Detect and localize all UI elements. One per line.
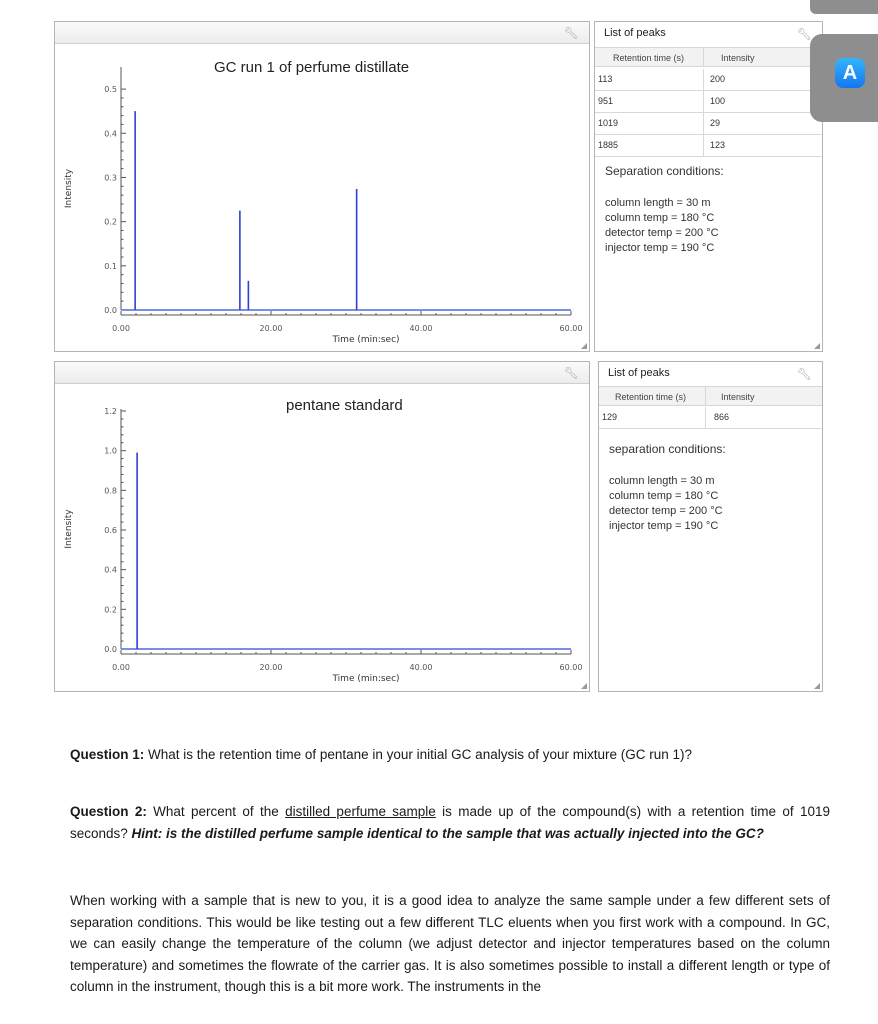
chart-title: pentane standard	[286, 397, 403, 414]
condition-column-temp: column temp = 180 °C	[605, 212, 715, 224]
condition-detector-temp: detector temp = 200 °C	[609, 505, 723, 517]
y-tick-label: 0.5	[104, 85, 117, 95]
table-row	[595, 69, 822, 91]
condition-column-length: column length = 30 m	[605, 197, 711, 209]
cell-retention-time: 1885	[598, 140, 619, 150]
y-tick-label: 0.6	[104, 526, 117, 535]
condition-column-length: column length = 30 m	[609, 475, 715, 487]
resize-grip[interactable]	[581, 683, 587, 689]
condition-detector-temp: detector temp = 200 °C	[605, 227, 719, 239]
peaks-table-panel-2	[598, 361, 823, 692]
x-tick-label: 20.00	[259, 663, 283, 672]
table-row	[599, 407, 822, 429]
table-row	[595, 113, 822, 135]
column-header-retention: Retention time (s)	[615, 392, 687, 402]
y-axis-label: Intensity	[64, 168, 74, 209]
y-tick-label: 0.4	[104, 565, 117, 575]
column-header-retention: Retention time (s)	[613, 53, 685, 63]
question-2	[70, 801, 830, 844]
x-tick-label: 60.00	[559, 663, 583, 672]
column-header-intensity: Intensity	[721, 53, 755, 63]
cell-retention-time: 951	[598, 96, 614, 106]
question-1-text: What is the retention time of pentane in your initial GC analysis of your mixture (GC run 1)?	[144, 747, 693, 762]
y-tick-label: 0.3	[104, 173, 117, 183]
overlay-tab[interactable]	[810, 0, 878, 14]
question-1-label: Question 1:	[70, 747, 145, 762]
y-tick-label: 0.8	[104, 486, 117, 496]
separation-conditions	[605, 164, 724, 256]
y-tick-label: 0.4	[104, 129, 117, 139]
peaks-table-panel-1	[594, 21, 823, 352]
y-tick-label: 0.0	[104, 645, 117, 654]
conditions-label: Separation conditions:	[605, 164, 724, 178]
table-row	[595, 91, 822, 113]
question-1	[70, 744, 830, 766]
cell-retention-time: 129	[602, 412, 618, 422]
chart-panel-1	[54, 21, 590, 352]
condition-injector-temp: injector temp = 190 °C	[605, 242, 715, 254]
cell-intensity: 200	[710, 74, 726, 84]
cell-intensity: 866	[714, 412, 730, 422]
column-header-intensity: Intensity	[721, 392, 755, 402]
app-store-icon[interactable]: A	[835, 58, 865, 88]
resize-grip[interactable]	[581, 343, 587, 349]
x-tick-label: 0.00	[112, 324, 130, 333]
y-tick-label: 0.2	[104, 217, 117, 227]
y-tick-label: 0.0	[104, 306, 117, 315]
question-2-underlined: distilled perfume sample	[285, 804, 436, 819]
resize-grip[interactable]	[814, 343, 820, 349]
question-2-hint: Hint: is the distilled perfume sample identical to the sample that was actually injected into the GC?	[131, 825, 764, 841]
cell-retention-time: 113	[598, 74, 613, 84]
condition-injector-temp: injector temp = 190 °C	[609, 520, 719, 532]
x-tick-label: 40.00	[409, 324, 433, 333]
body-paragraph: When working with a sample that is new to you, it is a good idea to analyze the same sample under a few different sets of separation conditions. This would be like testing out a few different TLC eluents when you first work with a compound. In GC, we can easily change the temperature of the column (we adjust detector and injector temperatures based on the column temperature) and sometimes the flowrate of the carrier gas. It is also sometimes possible to install a different length or type of column in the instrument, though this is a bit more work. The instruments in the	[70, 893, 830, 994]
wrench-icon[interactable]: 🔧︎	[796, 367, 812, 381]
table-header	[595, 47, 822, 67]
condition-column-temp: column temp = 180 °C	[609, 490, 719, 502]
question-2-label: Question 2:	[70, 804, 147, 819]
x-axis-label: Time (min:sec)	[332, 335, 400, 345]
cell-intensity: 100	[710, 96, 726, 106]
x-tick-label: 40.00	[409, 663, 433, 672]
y-tick-label: 1.0	[104, 446, 117, 456]
chart-title: GC run 1 of perfume distillate	[214, 59, 410, 76]
wrench-icon[interactable]: 🔧︎	[796, 27, 812, 41]
table-title: List of peaks	[608, 367, 670, 379]
table-title: List of peaks	[604, 27, 666, 39]
chart-2-plot	[55, 362, 591, 693]
table-header	[599, 386, 822, 406]
cell-retention-time: 1019	[598, 118, 619, 128]
separation-conditions	[609, 442, 726, 534]
cell-intensity: 29	[710, 118, 721, 128]
resize-grip[interactable]	[814, 683, 820, 689]
question-2-text-b: is made up of the compound(s) with a retention time of 1019 seconds?	[70, 804, 830, 841]
y-tick-label: 0.2	[104, 605, 117, 615]
y-axis-label: Intensity	[64, 509, 74, 549]
conditions-label: separation conditions:	[609, 442, 726, 456]
x-tick-label: 20.00	[259, 324, 283, 333]
chart-panel-2	[54, 361, 590, 692]
question-2-text-a: What percent of the	[146, 804, 286, 819]
table-row	[595, 135, 822, 157]
y-tick-label: 1.2	[104, 407, 117, 416]
wrench-icon[interactable]: 🔧︎	[563, 26, 579, 40]
y-tick-label: 0.1	[104, 261, 117, 271]
x-axis-label: Time (min:sec)	[332, 674, 400, 684]
x-tick-label: 0.00	[112, 663, 130, 672]
cell-intensity: 123	[710, 140, 726, 150]
chart-1-plot	[55, 22, 591, 353]
x-tick-label: 60.00	[559, 324, 583, 333]
wrench-icon[interactable]: 🔧︎	[563, 366, 579, 380]
